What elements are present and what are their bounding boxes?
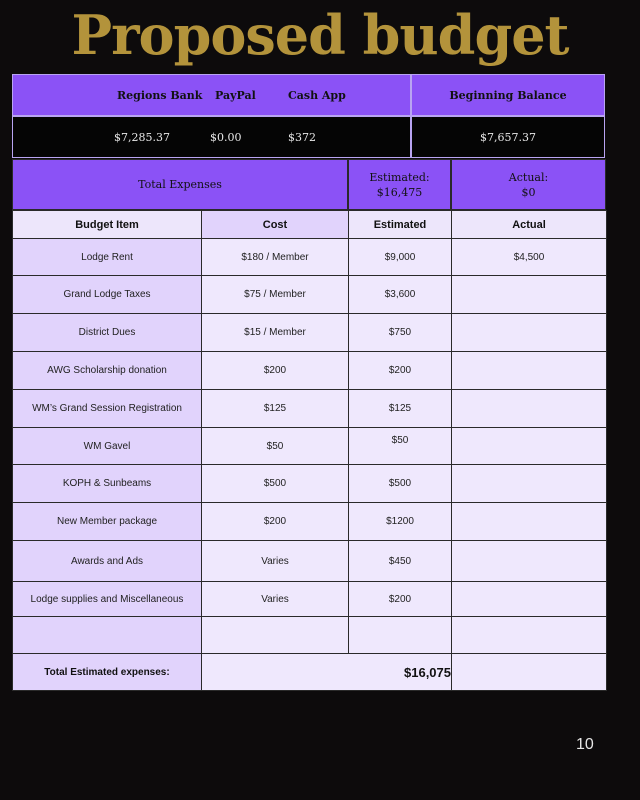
table-row	[13, 541, 607, 582]
row-actual	[452, 352, 607, 390]
row-actual	[452, 617, 607, 654]
row-item	[13, 617, 202, 654]
row-cost: $15 / Member	[202, 314, 349, 352]
cash-app-label: Cash App	[288, 89, 346, 102]
row-item: Grand Lodge Taxes	[13, 276, 202, 314]
total-expenses-label: Total Expenses	[12, 159, 348, 210]
row-cost: $500	[202, 465, 349, 503]
row-item: Lodge supplies and Miscellaneous	[13, 582, 202, 617]
budget-table	[12, 210, 607, 691]
row-item: AWG Scholarship donation	[13, 352, 202, 390]
row-cost: $200	[202, 352, 349, 390]
row-estimated: $125	[349, 390, 452, 428]
row-cost: Varies	[202, 541, 349, 582]
table-row	[13, 314, 607, 352]
regions-bank-value: $7,285.37	[114, 131, 170, 144]
table-row	[13, 582, 607, 617]
accounts-header	[12, 74, 411, 116]
regions-bank-label: Regions Bank	[117, 89, 203, 102]
total-estimated-label: Total Estimated expenses:	[13, 654, 202, 691]
page-title: Proposed budget	[71, 3, 569, 67]
row-estimated: $200	[349, 352, 452, 390]
row-actual	[452, 428, 607, 465]
row-item: Lodge Rent	[13, 239, 202, 276]
total-row	[13, 654, 607, 691]
paypal-value: $0.00	[210, 131, 242, 144]
row-cost: $125	[202, 390, 349, 428]
table-row	[13, 428, 607, 465]
table-row	[13, 503, 607, 541]
table-row	[13, 276, 607, 314]
row-cost: $180 / Member	[202, 239, 349, 276]
table-row	[13, 617, 607, 654]
row-item: WM’s Grand Session Registration	[13, 390, 202, 428]
actual-summary-value: $0	[521, 185, 536, 199]
row-item: District Dues	[13, 314, 202, 352]
page-number: 10	[576, 736, 594, 753]
estimated-summary-value: $16,475	[376, 185, 423, 199]
row-actual	[452, 582, 607, 617]
row-estimated: $450	[349, 541, 452, 582]
actual-summary-label: Actual:	[508, 170, 549, 184]
row-cost: $75 / Member	[202, 276, 349, 314]
header-cost: Cost	[202, 211, 349, 239]
row-actual	[452, 503, 607, 541]
row-estimated	[349, 617, 452, 654]
beginning-balance-label: Beginning Balance	[411, 74, 605, 116]
row-cost: Varies	[202, 582, 349, 617]
table-row	[13, 239, 607, 276]
row-item: New Member package	[13, 503, 202, 541]
row-actual: $4,500	[452, 239, 607, 276]
estimated-summary-label: Estimated:	[369, 170, 430, 184]
row-estimated: $1200	[349, 503, 452, 541]
row-actual	[452, 390, 607, 428]
header-budget-item: Budget Item	[13, 211, 202, 239]
row-cost: $50	[202, 428, 349, 465]
total-estimated-value: $16,075	[202, 654, 452, 691]
row-item: KOPH & Sunbeams	[13, 465, 202, 503]
row-actual	[452, 314, 607, 352]
table-row	[13, 465, 607, 503]
actual-summary	[451, 159, 606, 210]
table-header-row	[13, 211, 607, 239]
row-actual	[452, 465, 607, 503]
row-estimated: $50	[349, 428, 452, 465]
estimated-summary	[348, 159, 451, 210]
row-estimated: $3,600	[349, 276, 452, 314]
beginning-balance-value: $7,657.37	[411, 116, 605, 158]
row-actual	[452, 541, 607, 582]
row-cost: $200	[202, 503, 349, 541]
total-actual-cell	[452, 654, 607, 691]
paypal-label: PayPal	[215, 89, 256, 102]
row-item: Awards and Ads	[13, 541, 202, 582]
row-item: WM Gavel	[13, 428, 202, 465]
row-actual	[452, 276, 607, 314]
header-estimated: Estimated	[349, 211, 452, 239]
row-estimated: $750	[349, 314, 452, 352]
table-row	[13, 352, 607, 390]
cash-app-value: $372	[288, 131, 316, 144]
row-estimated: $200	[349, 582, 452, 617]
row-cost	[202, 617, 349, 654]
row-estimated: $500	[349, 465, 452, 503]
row-estimated: $9,000	[349, 239, 452, 276]
header-actual: Actual	[452, 211, 607, 239]
accounts-values	[12, 116, 411, 158]
table-row	[13, 390, 607, 428]
